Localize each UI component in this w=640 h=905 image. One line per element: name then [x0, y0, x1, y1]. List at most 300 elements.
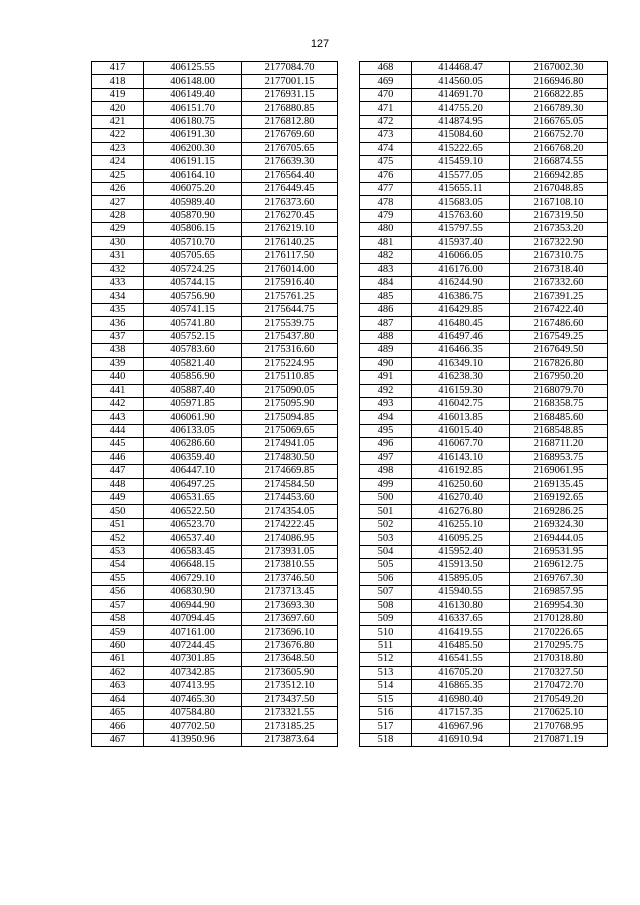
y-coordinate-cell: 2170327.50 — [510, 666, 608, 679]
point-number-cell: 479 — [360, 209, 412, 222]
point-number-cell: 456 — [92, 586, 144, 599]
y-coordinate-cell: 2169286.25 — [510, 505, 608, 518]
table-row — [360, 518, 608, 531]
point-number-cell: 467 — [92, 733, 144, 746]
table-row — [360, 344, 608, 357]
table-row — [92, 532, 338, 545]
table-row — [360, 545, 608, 558]
x-coordinate-cell: 416192.85 — [412, 465, 510, 478]
y-coordinate-cell: 2167108.10 — [510, 196, 608, 209]
y-coordinate-cell: 2169444.05 — [510, 532, 608, 545]
point-number-cell: 504 — [360, 545, 412, 558]
x-coordinate-cell: 405821.40 — [144, 357, 242, 370]
x-coordinate-cell: 405741.80 — [144, 317, 242, 330]
point-number-cell: 417 — [92, 62, 144, 75]
table-row — [92, 384, 338, 397]
y-coordinate-cell: 2173437.50 — [242, 693, 338, 706]
y-coordinate-cell: 2175110.85 — [242, 371, 338, 384]
point-number-cell: 495 — [360, 424, 412, 437]
table-row — [92, 223, 338, 236]
y-coordinate-cell: 2175916.40 — [242, 277, 338, 290]
y-coordinate-cell: 2166768.20 — [510, 142, 608, 155]
table-row — [92, 666, 338, 679]
point-number-cell: 505 — [360, 559, 412, 572]
point-number-cell: 447 — [92, 465, 144, 478]
y-coordinate-cell: 2166874.55 — [510, 156, 608, 169]
table-row — [360, 438, 608, 451]
coordinates-table-left — [91, 61, 338, 747]
x-coordinate-cell: 406191.30 — [144, 129, 242, 142]
x-coordinate-cell: 406125.55 — [144, 62, 242, 75]
x-coordinate-cell: 416967.96 — [412, 720, 510, 733]
table-row — [92, 693, 338, 706]
y-coordinate-cell: 2168358.75 — [510, 397, 608, 410]
x-coordinate-cell: 406497.25 — [144, 478, 242, 491]
point-number-cell: 502 — [360, 518, 412, 531]
y-coordinate-cell: 2169954.30 — [510, 599, 608, 612]
y-coordinate-cell: 2176880.85 — [242, 102, 338, 115]
table-row — [92, 250, 338, 263]
point-number-cell: 494 — [360, 411, 412, 424]
y-coordinate-cell: 2173512.10 — [242, 680, 338, 693]
x-coordinate-cell: 416176.00 — [412, 263, 510, 276]
table-row — [360, 666, 608, 679]
y-coordinate-cell: 2176639.30 — [242, 156, 338, 169]
y-coordinate-cell: 2177084.70 — [242, 62, 338, 75]
table-row — [360, 680, 608, 693]
point-number-cell: 473 — [360, 129, 412, 142]
point-number-cell: 437 — [92, 330, 144, 343]
table-row — [92, 115, 338, 128]
x-coordinate-cell: 414468.47 — [412, 62, 510, 75]
table-row — [360, 129, 608, 142]
x-coordinate-cell: 405752.15 — [144, 330, 242, 343]
x-coordinate-cell: 406200.30 — [144, 142, 242, 155]
table-row — [360, 102, 608, 115]
y-coordinate-cell: 2168711.20 — [510, 438, 608, 451]
y-coordinate-cell: 2167826.80 — [510, 357, 608, 370]
table-row — [92, 196, 338, 209]
y-coordinate-cell: 2173697.60 — [242, 612, 338, 625]
table-row — [360, 250, 608, 263]
x-coordinate-cell: 415763.60 — [412, 209, 510, 222]
table-row — [360, 290, 608, 303]
y-coordinate-cell: 2173713.45 — [242, 586, 338, 599]
y-coordinate-cell: 2169324.30 — [510, 518, 608, 531]
table-row — [360, 196, 608, 209]
x-coordinate-cell: 407161.00 — [144, 626, 242, 639]
x-coordinate-cell: 416095.25 — [412, 532, 510, 545]
point-number-cell: 430 — [92, 236, 144, 249]
y-coordinate-cell: 2168953.75 — [510, 451, 608, 464]
point-number-cell: 465 — [92, 707, 144, 720]
table-row — [92, 586, 338, 599]
point-number-cell: 449 — [92, 492, 144, 505]
point-number-cell: 460 — [92, 639, 144, 652]
point-number-cell: 477 — [360, 182, 412, 195]
x-coordinate-cell: 416480.45 — [412, 317, 510, 330]
table-row — [360, 209, 608, 222]
table-row — [92, 371, 338, 384]
x-coordinate-cell: 415895.05 — [412, 572, 510, 585]
x-coordinate-cell: 406061.90 — [144, 411, 242, 424]
point-number-cell: 514 — [360, 680, 412, 693]
x-coordinate-cell: 406149.40 — [144, 88, 242, 101]
x-coordinate-cell: 405710.70 — [144, 236, 242, 249]
point-number-cell: 457 — [92, 599, 144, 612]
point-number-cell: 459 — [92, 626, 144, 639]
point-number-cell: 513 — [360, 666, 412, 679]
y-coordinate-cell: 2173810.55 — [242, 559, 338, 572]
y-coordinate-cell: 2176014.00 — [242, 263, 338, 276]
point-number-cell: 470 — [360, 88, 412, 101]
table-row — [92, 330, 338, 343]
point-number-cell: 484 — [360, 277, 412, 290]
point-number-cell: 440 — [92, 371, 144, 384]
table-row — [360, 653, 608, 666]
point-number-cell: 462 — [92, 666, 144, 679]
y-coordinate-cell: 2167950.20 — [510, 371, 608, 384]
y-coordinate-cell: 2166752.70 — [510, 129, 608, 142]
point-number-cell: 506 — [360, 572, 412, 585]
x-coordinate-cell: 406522.50 — [144, 505, 242, 518]
y-coordinate-cell: 2176270.45 — [242, 209, 338, 222]
x-coordinate-cell: 416980.40 — [412, 693, 510, 706]
x-coordinate-cell: 416485.50 — [412, 639, 510, 652]
point-number-cell: 458 — [92, 612, 144, 625]
table-row — [92, 277, 338, 290]
x-coordinate-cell: 416238.30 — [412, 371, 510, 384]
x-coordinate-cell: 406729.10 — [144, 572, 242, 585]
point-number-cell: 429 — [92, 223, 144, 236]
x-coordinate-cell: 417157.35 — [412, 707, 510, 720]
table-row — [92, 75, 338, 88]
table-row — [92, 626, 338, 639]
point-number-cell: 419 — [92, 88, 144, 101]
y-coordinate-cell: 2167391.25 — [510, 290, 608, 303]
x-coordinate-cell: 415655.11 — [412, 182, 510, 195]
y-coordinate-cell: 2166946.80 — [510, 75, 608, 88]
point-number-cell: 496 — [360, 438, 412, 451]
table-row — [92, 303, 338, 316]
point-number-cell: 480 — [360, 223, 412, 236]
x-coordinate-cell: 406148.00 — [144, 75, 242, 88]
table-row — [92, 357, 338, 370]
y-coordinate-cell: 2167549.25 — [510, 330, 608, 343]
x-coordinate-cell: 406531.65 — [144, 492, 242, 505]
table-row — [360, 115, 608, 128]
table-row — [92, 88, 338, 101]
point-number-cell: 498 — [360, 465, 412, 478]
x-coordinate-cell: 416497.46 — [412, 330, 510, 343]
point-number-cell: 425 — [92, 169, 144, 182]
y-coordinate-cell: 2173185.25 — [242, 720, 338, 733]
x-coordinate-cell: 407342.85 — [144, 666, 242, 679]
y-coordinate-cell: 2170226.65 — [510, 626, 608, 639]
x-coordinate-cell: 405741.15 — [144, 303, 242, 316]
y-coordinate-cell: 2173696.10 — [242, 626, 338, 639]
point-number-cell: 515 — [360, 693, 412, 706]
y-coordinate-cell: 2170472.70 — [510, 680, 608, 693]
table-row — [360, 62, 608, 75]
table-row — [92, 169, 338, 182]
x-coordinate-cell: 416705.20 — [412, 666, 510, 679]
y-coordinate-cell: 2176812.80 — [242, 115, 338, 128]
table-row — [92, 142, 338, 155]
point-number-cell: 441 — [92, 384, 144, 397]
coordinates-table-right — [359, 61, 608, 747]
table-row — [360, 707, 608, 720]
y-coordinate-cell: 2167318.40 — [510, 263, 608, 276]
x-coordinate-cell: 406164.10 — [144, 169, 242, 182]
y-coordinate-cell: 2173873.64 — [242, 733, 338, 746]
y-coordinate-cell: 2176117.50 — [242, 250, 338, 263]
y-coordinate-cell: 2174453.60 — [242, 492, 338, 505]
point-number-cell: 442 — [92, 397, 144, 410]
y-coordinate-cell: 2176449.45 — [242, 182, 338, 195]
x-coordinate-cell: 416042.75 — [412, 397, 510, 410]
point-number-cell: 486 — [360, 303, 412, 316]
x-coordinate-cell: 405705.65 — [144, 250, 242, 263]
table-row — [92, 290, 338, 303]
point-number-cell: 435 — [92, 303, 144, 316]
table-row — [360, 478, 608, 491]
y-coordinate-cell: 2169612.75 — [510, 559, 608, 572]
point-number-cell: 493 — [360, 397, 412, 410]
point-number-cell: 507 — [360, 586, 412, 599]
point-number-cell: 474 — [360, 142, 412, 155]
table-row — [92, 653, 338, 666]
table-row — [92, 720, 338, 733]
x-coordinate-cell: 415797.55 — [412, 223, 510, 236]
x-coordinate-cell: 416159.30 — [412, 384, 510, 397]
x-coordinate-cell: 406191.15 — [144, 156, 242, 169]
table-row — [92, 680, 338, 693]
point-number-cell: 461 — [92, 653, 144, 666]
table-row — [360, 626, 608, 639]
table-row — [360, 263, 608, 276]
x-coordinate-cell: 407413.95 — [144, 680, 242, 693]
x-coordinate-cell: 415084.60 — [412, 129, 510, 142]
y-coordinate-cell: 2173693.30 — [242, 599, 338, 612]
y-coordinate-cell: 2175437.80 — [242, 330, 338, 343]
point-number-cell: 475 — [360, 156, 412, 169]
x-coordinate-cell: 405971.85 — [144, 397, 242, 410]
y-coordinate-cell: 2174086.95 — [242, 532, 338, 545]
table-row — [92, 182, 338, 195]
table-row — [360, 599, 608, 612]
x-coordinate-cell: 416466.35 — [412, 344, 510, 357]
table-row — [360, 424, 608, 437]
y-coordinate-cell: 2168079.70 — [510, 384, 608, 397]
point-number-cell: 472 — [360, 115, 412, 128]
table-row — [92, 236, 338, 249]
point-number-cell: 418 — [92, 75, 144, 88]
table-row — [360, 182, 608, 195]
x-coordinate-cell: 416143.10 — [412, 451, 510, 464]
y-coordinate-cell: 2167649.50 — [510, 344, 608, 357]
point-number-cell: 423 — [92, 142, 144, 155]
point-number-cell: 427 — [92, 196, 144, 209]
x-coordinate-cell: 405870.90 — [144, 209, 242, 222]
x-coordinate-cell: 406075.20 — [144, 182, 242, 195]
x-coordinate-cell: 416013.85 — [412, 411, 510, 424]
table-row — [360, 357, 608, 370]
point-number-cell: 509 — [360, 612, 412, 625]
point-number-cell: 485 — [360, 290, 412, 303]
x-coordinate-cell: 405887.40 — [144, 384, 242, 397]
x-coordinate-cell: 416067.70 — [412, 438, 510, 451]
table-row — [360, 371, 608, 384]
x-coordinate-cell: 413950.96 — [144, 733, 242, 746]
x-coordinate-cell: 416244.90 — [412, 277, 510, 290]
point-number-cell: 503 — [360, 532, 412, 545]
point-number-cell: 424 — [92, 156, 144, 169]
x-coordinate-cell: 416349.10 — [412, 357, 510, 370]
point-number-cell: 421 — [92, 115, 144, 128]
table-row — [360, 572, 608, 585]
y-coordinate-cell: 2169192.65 — [510, 492, 608, 505]
table-row — [92, 62, 338, 75]
y-coordinate-cell: 2175095.90 — [242, 397, 338, 410]
point-number-cell: 431 — [92, 250, 144, 263]
x-coordinate-cell: 414560.05 — [412, 75, 510, 88]
y-coordinate-cell: 2177001.15 — [242, 75, 338, 88]
y-coordinate-cell: 2173648.50 — [242, 653, 338, 666]
y-coordinate-cell: 2173931.05 — [242, 545, 338, 558]
y-coordinate-cell: 2174584.50 — [242, 478, 338, 491]
point-number-cell: 439 — [92, 357, 144, 370]
table-row — [360, 88, 608, 101]
x-coordinate-cell: 407465.30 — [144, 693, 242, 706]
y-coordinate-cell: 2176705.65 — [242, 142, 338, 155]
x-coordinate-cell: 415937.40 — [412, 236, 510, 249]
x-coordinate-cell: 416541.55 — [412, 653, 510, 666]
y-coordinate-cell: 2176373.60 — [242, 196, 338, 209]
x-coordinate-cell: 416250.60 — [412, 478, 510, 491]
table-row — [360, 223, 608, 236]
point-number-cell: 499 — [360, 478, 412, 491]
point-number-cell: 516 — [360, 707, 412, 720]
table-row — [92, 733, 338, 746]
x-coordinate-cell: 416337.65 — [412, 612, 510, 625]
table-row — [92, 424, 338, 437]
table-row — [92, 344, 338, 357]
table-row — [92, 451, 338, 464]
table-row — [360, 532, 608, 545]
table-row — [92, 102, 338, 115]
table-row — [360, 236, 608, 249]
table-row — [360, 720, 608, 733]
y-coordinate-cell: 2176140.25 — [242, 236, 338, 249]
y-coordinate-cell: 2166822.85 — [510, 88, 608, 101]
table-row — [360, 169, 608, 182]
y-coordinate-cell: 2174354.05 — [242, 505, 338, 518]
point-number-cell: 450 — [92, 505, 144, 518]
x-coordinate-cell: 415222.65 — [412, 142, 510, 155]
y-coordinate-cell: 2169531.95 — [510, 545, 608, 558]
point-number-cell: 466 — [92, 720, 144, 733]
point-number-cell: 432 — [92, 263, 144, 276]
x-coordinate-cell: 407702.50 — [144, 720, 242, 733]
point-number-cell: 445 — [92, 438, 144, 451]
x-coordinate-cell: 405856.90 — [144, 371, 242, 384]
y-coordinate-cell: 2169767.30 — [510, 572, 608, 585]
x-coordinate-cell: 406944.90 — [144, 599, 242, 612]
point-number-cell: 471 — [360, 102, 412, 115]
x-coordinate-cell: 406537.40 — [144, 532, 242, 545]
y-coordinate-cell: 2174941.05 — [242, 438, 338, 451]
x-coordinate-cell: 416270.40 — [412, 492, 510, 505]
y-coordinate-cell: 2176219.10 — [242, 223, 338, 236]
y-coordinate-cell: 2176769.60 — [242, 129, 338, 142]
point-number-cell: 468 — [360, 62, 412, 75]
point-number-cell: 428 — [92, 209, 144, 222]
y-coordinate-cell: 2170549.20 — [510, 693, 608, 706]
y-coordinate-cell: 2173676.80 — [242, 639, 338, 652]
point-number-cell: 455 — [92, 572, 144, 585]
point-number-cell: 512 — [360, 653, 412, 666]
y-coordinate-cell: 2174830.50 — [242, 451, 338, 464]
y-coordinate-cell: 2169061.95 — [510, 465, 608, 478]
point-number-cell: 508 — [360, 599, 412, 612]
point-number-cell: 452 — [92, 532, 144, 545]
point-number-cell: 426 — [92, 182, 144, 195]
y-coordinate-cell: 2167422.40 — [510, 303, 608, 316]
x-coordinate-cell: 406583.45 — [144, 545, 242, 558]
point-number-cell: 501 — [360, 505, 412, 518]
table-row — [360, 693, 608, 706]
point-number-cell: 451 — [92, 518, 144, 531]
table-row — [92, 263, 338, 276]
y-coordinate-cell: 2175224.95 — [242, 357, 338, 370]
y-coordinate-cell: 2170768.95 — [510, 720, 608, 733]
point-number-cell: 438 — [92, 344, 144, 357]
table-row — [92, 478, 338, 491]
point-number-cell: 492 — [360, 384, 412, 397]
point-number-cell: 481 — [360, 236, 412, 249]
table-row — [360, 733, 608, 746]
x-coordinate-cell: 405783.60 — [144, 344, 242, 357]
point-number-cell: 434 — [92, 290, 144, 303]
point-number-cell: 443 — [92, 411, 144, 424]
table-row — [92, 209, 338, 222]
point-number-cell: 446 — [92, 451, 144, 464]
table-row — [92, 572, 338, 585]
table-row — [360, 465, 608, 478]
table-row — [92, 317, 338, 330]
x-coordinate-cell: 407244.45 — [144, 639, 242, 652]
point-number-cell: 464 — [92, 693, 144, 706]
table-row — [92, 129, 338, 142]
table-row — [360, 451, 608, 464]
y-coordinate-cell: 2176931.15 — [242, 88, 338, 101]
x-coordinate-cell: 416386.75 — [412, 290, 510, 303]
point-number-cell: 478 — [360, 196, 412, 209]
table-row — [360, 384, 608, 397]
x-coordinate-cell: 416255.10 — [412, 518, 510, 531]
y-coordinate-cell: 2167353.20 — [510, 223, 608, 236]
table-row — [360, 156, 608, 169]
x-coordinate-cell: 416865.35 — [412, 680, 510, 693]
point-number-cell: 510 — [360, 626, 412, 639]
x-coordinate-cell: 406447.10 — [144, 465, 242, 478]
x-coordinate-cell: 406830.90 — [144, 586, 242, 599]
point-number-cell: 420 — [92, 102, 144, 115]
point-number-cell: 436 — [92, 317, 144, 330]
y-coordinate-cell: 2169857.95 — [510, 586, 608, 599]
table-row — [92, 438, 338, 451]
